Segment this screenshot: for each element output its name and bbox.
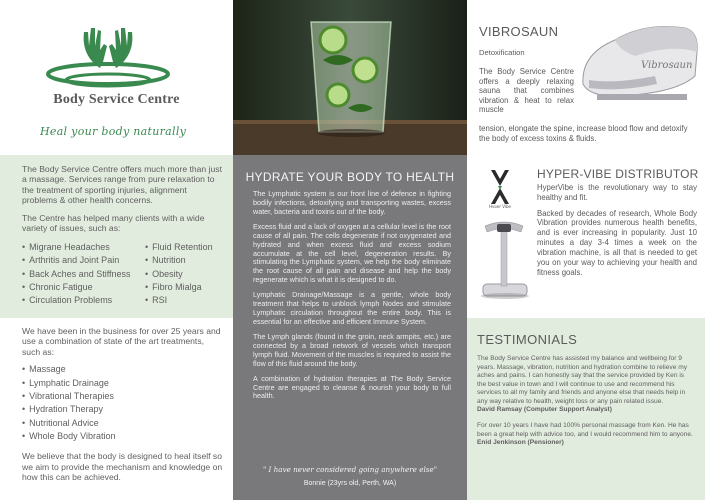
intro-section (0, 155, 233, 318)
left-column (0, 0, 233, 500)
testimonial-2: For over 10 years I have had 100% personal massage from Ken. He has been a great help with advice too, and I would recommend him to anyone. (477, 421, 693, 438)
testimonial-1: The Body Service Centre has assisted my balance and wellbeing for 9 years. Massage, vibration, nutrition and hydration combine to relieve my aches and pains. I can honestly say that the service provided by Ken is the best value in town and I will continue to use and recommend his services to all my family and friends and anyone else that needs help in any way relative to health, weight loss or any pain related issue. (477, 355, 688, 405)
right-column (467, 0, 705, 500)
vibrosaun-text-part-2: tension, elongate the spine, increase blood flow and detoxify the body of excess toxins & fluids. (479, 124, 688, 143)
hypervibe-body (537, 183, 697, 283)
issues-list-right (145, 241, 213, 308)
list-item: • Lymphatic Drainage (22, 377, 223, 390)
list-item: • Fluid Retention (145, 241, 213, 254)
business-section (0, 318, 233, 500)
list-item: • Nutritional Advice (22, 417, 223, 430)
testimonial-2-author: Enid Jenkinson (Pensioner) (477, 439, 564, 447)
treatments-list (22, 363, 223, 443)
hydrate-paragraph-4: The Lymph glands (found in the groin, neck armpits, etc.) are connected by a broad network of vessels which transport lymph fluid. Movement of the muscles is required to assist the flow of this fluid around the body. (253, 331, 451, 368)
hypervibe-logo-icon (485, 168, 515, 208)
hydrate-paragraph-1: The Lymphatic system is our front line of defence in fighting bodily infections, detoxifying and transporting wastes, excess water, bacteria and toxins out of the body. (253, 189, 451, 216)
testimonials-title: TESTIMONIALS (477, 332, 578, 347)
list-item: • Vibrational Therapies (22, 390, 223, 403)
hypervibe-logo-text: Hyper Vibe (488, 204, 512, 208)
list-item: • Back Aches and Stiffness (22, 268, 145, 281)
vibrosaun-machine-label: Vibrosaun (641, 60, 693, 71)
hydrate-paragraph-5: A combination of hydration therapies at The Body Service Centre are engaged to cleanse & nourish your body to full health. (253, 373, 451, 401)
testimonials-section (467, 318, 705, 500)
testimonial-1-author: David Ramsay (Computer Support Analyst) (477, 406, 612, 414)
vibrosaun-section (467, 0, 705, 155)
client-quote: " I have never considered going anywhere else" (262, 465, 438, 474)
list-item: • Nutrition (145, 254, 213, 267)
hydrate-title: HYDRATE YOUR BODY TO HEALTH (245, 170, 455, 184)
list-item: • Whole Body Vibration (22, 430, 223, 443)
list-item: • Arthritis and Joint Pain (22, 254, 145, 267)
business-paragraph-2: We believe that the body is designed to heal itself so we aim to provide the mechanism and knowledge on how this can be achieved. (22, 451, 223, 483)
issues-list-left (22, 241, 145, 308)
list-item: • Migrane Headaches (22, 241, 145, 254)
hypervibe-paragraph-1: HyperVibe is the revolutionary way to stay healthy and fit. (537, 183, 697, 202)
logo-area (0, 0, 233, 155)
vibrosaun-title: VIBROSAUN (479, 24, 559, 39)
client-quote-author: Bonnie (23yrs old, Perth, WA) (303, 480, 397, 487)
cucumber-water-photo (233, 0, 467, 155)
list-item: • Obesity (145, 268, 213, 281)
vibrosaun-machine-image (575, 14, 703, 114)
business-paragraph-1: We have been in the business for over 25 years and use a combination of state of the art treatments, such as: (22, 326, 221, 357)
brand-tagline: Heal your body naturally (40, 125, 187, 138)
list-item: • RSI (145, 294, 213, 307)
intro-paragraph-2: The Centre has helped many clients with a wide variety of issues, such as: (22, 212, 205, 234)
healing-hands-logo-icon (38, 18, 178, 88)
issues-list (22, 241, 223, 308)
vibration-machine-image (477, 212, 533, 302)
list-item: • Hydration Therapy (22, 403, 223, 416)
hydrate-paragraph-2: Excess fluid and a lack of oxygen at a cellular level is the root cause of all pain. The cells degenerate if not oxygenated and hydrated and when excess fluid and excess sodium accumulate at the cell level, degeneration results. By stimulating the Lymphatic system, we help the body eliminate the root cause of all pain and disease and help the body regenerate which is what it is designed to do. (253, 221, 451, 285)
intro-paragraph-1: The Body Service Centre offers much more than just a massage. Services range from pure relaxation to the treatment of sporting injuries, alignment problems & other health concerns. (22, 164, 222, 206)
vibrosaun-subtitle: Detoxification (479, 48, 525, 57)
list-item: • Massage (22, 363, 223, 376)
hypervibe-paragraph-2: Backed by decades of research, Whole Body Vibration provides numerous health benefits, and is ever increasing in popularity. Just 10 minutes a day 3-4 times a week on the vibration machine, is all that is needed to get you on your way to achieving your health and fitness goals. (537, 208, 697, 277)
list-item: • Fibro Mialga (145, 281, 213, 294)
brand-name: Body Service Centre (53, 92, 180, 107)
hydrate-paragraph-3: Lymphatic Drainage/Massage is a gentle, whole body treatment that helps to unblock lymph Nodes and stimulate Lymphatic circulation throughout the entire body. This is essential for an effective and efficient Immune System. (253, 290, 451, 326)
list-item: • Chronic Fatigue (22, 281, 145, 294)
hydrate-body (253, 190, 451, 407)
hypervibe-title: HYPER-VIBE DISTRIBUTOR (537, 167, 699, 181)
middle-column (233, 0, 467, 500)
list-item: • Circulation Problems (22, 294, 145, 307)
vibrosaun-text-part-1: The Body Service Centre offers a deeply relaxing sauna that combines vibration & heat to relax muscle (479, 67, 574, 114)
